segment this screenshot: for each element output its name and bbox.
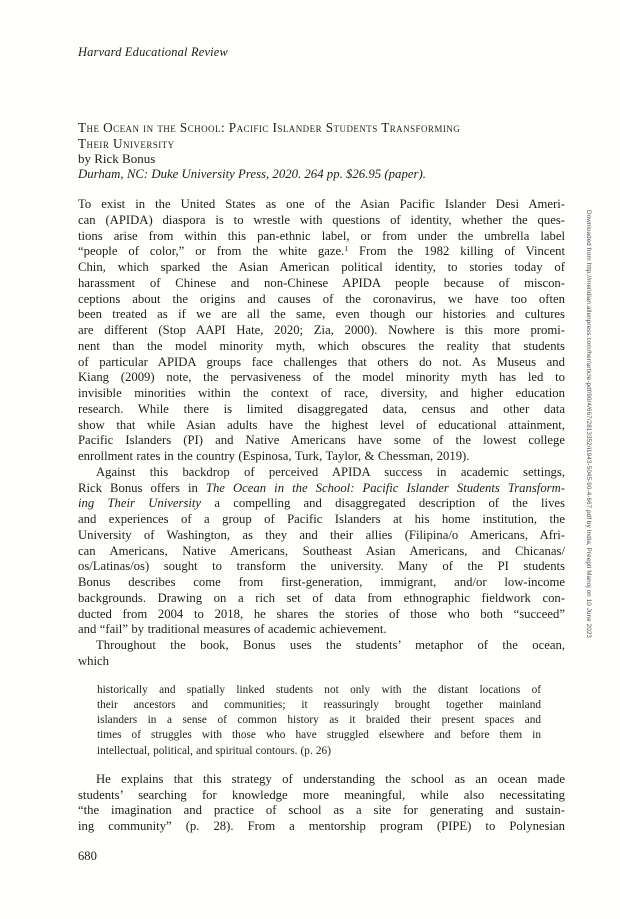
text-line: Bonus describes come from first-generation, immigrant, and/or low-income	[78, 575, 565, 589]
text-line: os/Latinas/os) sought to transform the university. Many of the PI students	[78, 559, 565, 574]
text-line: and experiences of a group of Pacific Islanders at his home institution, the	[78, 512, 565, 526]
text-line: Kiang (2009) note, the pervasiveness of the model minority myth has led to	[78, 370, 565, 385]
block-quote	[97, 683, 541, 759]
text-line: harassment of Chinese and non-Chinese APIDA people because of miscon-	[78, 275, 565, 290]
running-head: Harvard Educational Review	[78, 45, 228, 59]
text-line: ceptions about the origins and causes of the coronavirus, we have too often	[78, 291, 565, 306]
paragraph	[78, 197, 565, 465]
text-line: “the imagination and practice of school as a site for generating and sustain-	[78, 803, 565, 818]
text-line: tions arise from within this pan-ethnic label, or from under the umbrella label	[78, 228, 565, 243]
text-line: He explains that this strategy of understanding the school as an ocean made	[96, 771, 565, 786]
review-title-block	[78, 120, 565, 183]
book-title-line-2: Their University	[78, 135, 175, 151]
text-line: enrollment rates in the country (Espinosa, Turk, Taylor, & Chessman, 2019).	[78, 449, 470, 463]
book-title-line-1: The Ocean in the School: Pacific Islander Students Transforming	[78, 120, 461, 135]
text-line: To exist in the United States as one of the Asian Pacific Islander Desi Ameri-	[78, 197, 565, 211]
text-line: Chin, which sparked the Asian American political identity, to stories today of	[78, 260, 565, 274]
text-line: ing Their University a compelling and disaggregated description of the lives	[78, 496, 565, 511]
paragraph	[78, 772, 565, 835]
text-line: show that while Asian adults have the highest level of educational attainment,	[78, 417, 565, 432]
text-line: can (APIDA) diaspora is to wrestle with questions of identity, whether the ques-	[78, 212, 565, 227]
text-line: ing community” (p. 28). From a mentorship program (PIPE) to Polynesian	[78, 819, 565, 834]
text-line: are different (Stop AAPI Hate, 2020; Zia, 2000). Nowhere is this more promi-	[78, 323, 565, 337]
text-line: invisible minorities within the context of race, diversity, and higher education	[78, 386, 565, 400]
text-line: islanders in a sense of common history as it braided their present spaces and	[97, 714, 541, 727]
text-line: Throughout the book, Bonus uses the students’ metaphor of the ocean,	[96, 638, 565, 652]
publication-info: Durham, NC: Duke University Press, 2020. 264 pp. $26.95 (paper).	[78, 167, 426, 182]
text-line: been treated as if we are all the same, even though our histories and cultures	[78, 307, 565, 322]
text-line: “people of color,” or from the white gaze.$^1$ From the 1982 killing of Vincent	[78, 243, 566, 259]
text-line: students’ searching for knowledge more meaningful, while also necessitating	[78, 787, 565, 802]
text-line: historically and spatially linked students not only with the distant locations of	[97, 683, 541, 696]
review-author-byline: by Rick Bonus	[78, 151, 156, 167]
text-line: can Americans, Native Americans, Southeast Asian Americans, and Chicanas/	[78, 543, 565, 558]
text-line: Pacific Islanders (PI) and Native Americans have some of the lowest college	[78, 433, 565, 448]
text-line: their ancestors and communities; it reassuringly brought together mainland	[97, 698, 541, 711]
paragraph	[78, 465, 565, 638]
text-line: which	[78, 653, 110, 668]
text-line: nent than the model minority myth, which obscures the reality that students	[78, 338, 565, 353]
text-line: research. While there is limited disaggregated data, census and other data	[78, 401, 565, 416]
text-line: ducted from 2004 to 2018, he shares the stories of those who both “succeed”	[78, 606, 565, 621]
paragraph	[78, 638, 565, 670]
text-line: Rick Bonus offers in The Ocean in the School: Pacific Islander Students Transform-	[78, 480, 565, 495]
text-line: Against this backdrop of perceived APIDA success in academic settings,	[96, 464, 565, 479]
download-watermark: Downloaded from http://meridian.allenpress.com/her/article-pdf/90/4/667/2813352/i1943-5045-90-4-667.pdf by India, Preepti Manoj on 10 June 2023	[585, 210, 592, 639]
text-line: intellectual, political, and spiritual contours. (p. 26)	[97, 744, 331, 757]
footnote-marker: 1	[344, 243, 349, 253]
text-line: times of struggles with those who have struggled elsewhere and before them in	[97, 729, 541, 742]
text-line: backgrounds. Drawing on a rich set of data from ethnographic fieldwork con-	[78, 590, 565, 605]
text-line: of particular APIDA groups face challenges that others do not. As Museus and	[78, 354, 565, 369]
text-line: and “fail” by traditional measures of academic achievement.	[78, 622, 387, 637]
text-line: University of Washington, as they and their allies (Filipina/o Americans, Afri-	[78, 527, 565, 542]
review-body-text	[78, 197, 565, 835]
page-number: 680	[78, 849, 97, 863]
